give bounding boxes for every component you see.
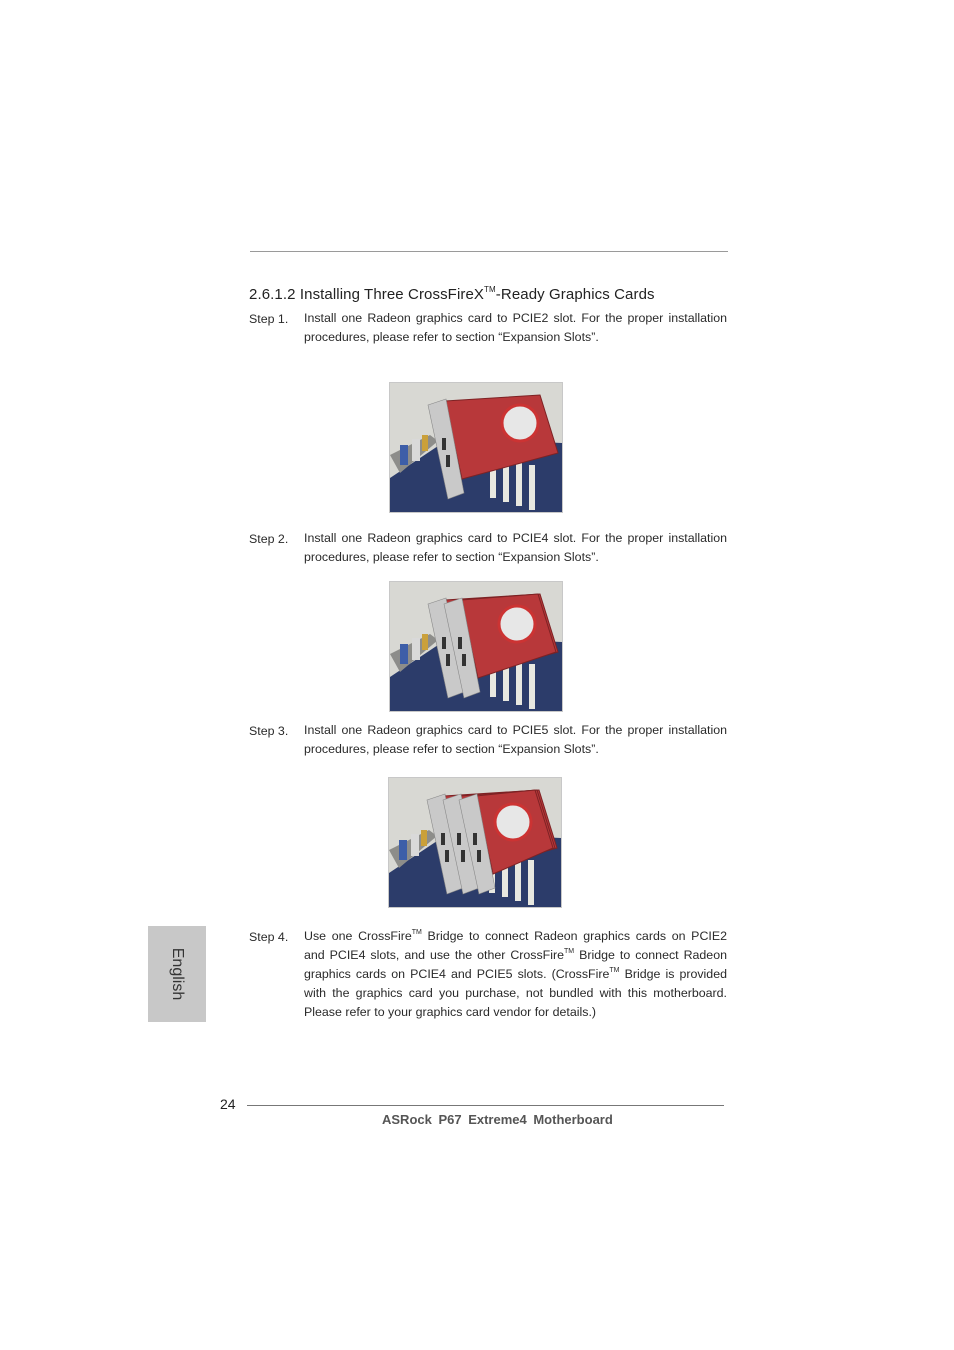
section-number: 2.6.1.2 <box>249 286 296 303</box>
step-1-photo <box>389 382 563 513</box>
header-rule <box>250 251 728 252</box>
step-1-label: Step 1. <box>249 312 289 326</box>
language-tab <box>148 926 206 1022</box>
section-title <box>249 286 655 303</box>
step-2-label: Step 2. <box>249 532 289 546</box>
step-4-text-part: Use one CrossFire <box>304 929 412 943</box>
step-4-text <box>304 927 727 1022</box>
trademark-mark: TM <box>411 928 422 936</box>
footer-product-name: ASRock P67 Extreme4 Motherboard <box>382 1112 613 1127</box>
step-4-label: Step 4. <box>249 930 289 944</box>
language-tab-label: English <box>169 947 186 1001</box>
section-title-text: Installing Three CrossFireX <box>299 286 485 303</box>
step-4-text-part: Bridge to connect Radeon graphics cards on PCIE2 and PCIE4 slots, and use the other CrossFire <box>304 929 727 962</box>
section-title-suffix: -Ready Graphics Cards <box>495 286 655 303</box>
page-number: 24 <box>220 1096 236 1112</box>
graphics-card-installation-image <box>390 383 562 512</box>
step-3-text: Install one Radeon graphics card to PCIE5 slot. For the proper installation procedures, please refer to section “Expansion Slots”. <box>304 723 727 756</box>
footer-rule <box>247 1105 724 1106</box>
trademark-mark: TM <box>609 966 620 974</box>
trademark-mark: TM <box>564 947 575 955</box>
trademark-mark: TM <box>484 285 496 294</box>
step-3-photo <box>388 777 562 908</box>
step-3-label: Step 3. <box>249 724 289 738</box>
graphics-card-installation-image <box>390 582 562 711</box>
step-4-text-part: Bridge to connect Radeon graphics cards on PCIE4 and PCIE5 slots. (CrossFire <box>304 948 727 981</box>
step-2-photo <box>389 581 563 712</box>
graphics-card-installation-image <box>389 778 561 907</box>
step-2-text: Install one Radeon graphics card to PCIE4 slot. For the proper installation procedures, please refer to section “Expansion Slots”. <box>304 531 727 564</box>
step-1-text: Install one Radeon graphics card to PCIE2 slot. For the proper installation procedures, please refer to section “Expansion Slots”. <box>304 311 727 344</box>
step-4-text-part: Bridge is provided with the graphics card you purchase, not bundled with this motherboard. Please refer to your graphics card vendor for details.) <box>304 967 727 1019</box>
